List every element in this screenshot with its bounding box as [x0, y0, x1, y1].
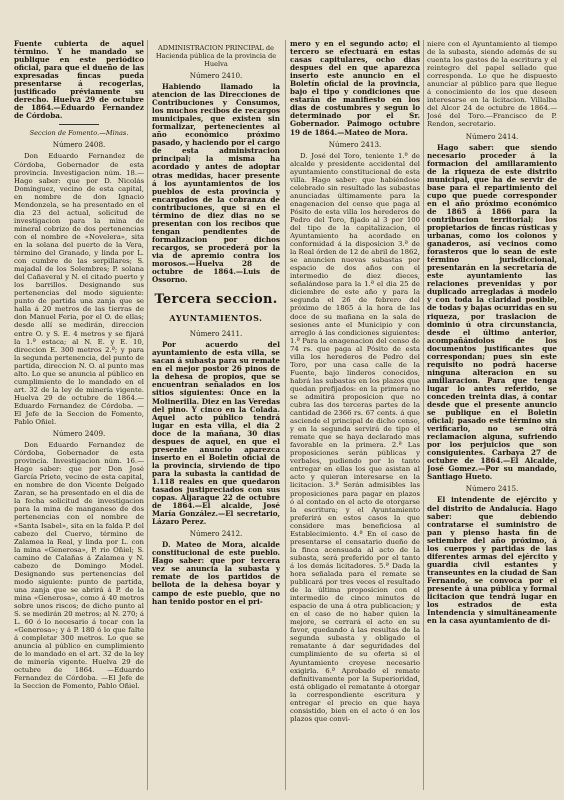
column-3: [290, 40, 420, 795]
subsection-ayuntamientos: AYUNTAMIENTOS.: [169, 313, 263, 324]
notice-number: Número 2415.: [465, 484, 519, 494]
column-2: [152, 40, 280, 795]
intendente-notice: El intendente de ejército y del distrito de Andalucía. Hago saber: que debiendo contratarse el suministro de pan y pienso hasta fin de setiembre del año próximo, á los cuerpos y partidas de las diferentes armas del ejército y guardia civil estantes y transeuntes en la ciudad de San Fernando, se convoca por el presente á una pública y formal licitacion que tendrá lugar en los estrados de esta Intendencia y simultáneamente en la casa ayuntamiento de di-: [427, 495, 557, 626]
villalba-censo-notice: D. José del Toro, teniente 1.º de alcalde y presidente accidental del ayuntamiento constitucional de esta villa. Hago saber: que habiéndose celebrado sin resultado las subastas anunciadas últimamente para la enagenacion del censo que paga al Pósito de esta villa los herederos de Pedro del Toro, fijado al 3 por 100 del tipo de la capitalizacion, el Ayuntamiento ha acordado en conformidad á la disposicion 3.ª de la Real órden de 12 de abril de 1862, se anuncien nuevas subastas por espacio de dos años con el intermedio de diez dieces, señalándose para la 1.ª el dia 25 de diciembre de este año y para la segunda el 26 de febrero del próximo de 1865 á la hora de las doce de su mañana en la sala de sesiones ante el Municipio y con arreglo á las condiciones siguientes: 1.ª Para la enagenacion del censo de 74 rs. que paga al Pósito de esta villa los herederos de Pedro del Toro, por una casa calle de la Fuente, bajo linderos conocidos, habrá las subastas en los plazos que quedan prefijados: en la primera no se admitirá proposicion que no cubra las dos terceras partes de la cantidad de 2366 rs. 67 cents. á que asciende el principal de dicho censo, y en la segunda servirá de tipo el remate que se haya declarado mas favorable en la primera. 2.ª Las proposiciones serán públicas y verbales, pudiendo por lo tanto entregar en ellas los que asistan al acto y quieran interesarse en la licitacion. 3.ª Serán admisibles las proposiciones para pagar en plazos ó al contado en el acto de otorgarse la escritura; y el Ayuntamiento preferirá en estos casos la que considere mas beneficiosa al Establecimiento. 4.ª En el caso de presentarse el censatario dueño de la finca acensuada al acto de la subasta, será preferido por el tanto á los demás licitadores. 5.ª Dada la hora señalada para el remate se publicará por tres veces el resultado de la última proposicion con el intermedio de cinco minutos de espacio de una á otra publicacion; y en el caso de no haber quien la mejore, se cerrará el acto en su favor, quedando á las resultas de la segunda subasta y obligado el rematante á dar seguridades del cumplimiento de su oferta si el Ayuntamiento creyese necesario exigirla. 6.ª Aprobado el remate definitivamente por la Superioridad, está obligado el rematante á otorgar la correspondiente escritura y entregar el precio en que haya consistido, bien en el acto ó en los plazos que convi-: [290, 151, 420, 723]
column-rule: [423, 40, 424, 790]
notice-number: Número 2410.: [189, 71, 243, 80]
hacienda-header: ADMINISTRACION PRINCIPAL de Hacienda pública de la provincia de Huelva: [155, 44, 277, 68]
section-title-tercera: Tercera seccion.: [154, 292, 278, 308]
amillaramiento-notice: Hago saber: que siendo necesario proceder á la formacion del amillaramiento de la riqueza de este distrito municipal, que ha de servir de base para el repartimiento del cupo que puede corresponder en el año próximo económico de 1865 á 1866 para la contribucion territorial; los propietarios de fincas rústicas y urbanas, como los colonos y ganaderos, así vecinos como forasteros que lo sean de este término jurisdiccional, presentarán en la secretaría de este ayuntamiento las relaciones prevenidas y por duplicado arregladas á modelo y con toda la claridad posible, de todas y bajas ocurridas en su riqueza, por traslacion de dominio ú otra circunstancia, desde el último anterior, acompañándolos de los documentos justificantes que correspondan; pues sin este requisito no podrá hacerse ninguna alteracion en su amillaracion. Para que tenga lugar lo antes referido, se conceden treinta dias, á contar desde que el presente anuncio se publique en el Boletin oficial; pasado este término sin verificarlo, no se oirá reclamacion alguna, sufriendo por los perjuicios que son consiguientes. Carbaya 27 de octubre de 1864.—El Alcalde, José Gomez.—Por su mandado, Santiago Hueto.: [427, 142, 557, 482]
mining-notice-novelera: Don Eduardo Fernandez de Córdoba, Gobernador de esta provincia. Investigacion núm. 18.—Hago saber: que por D. Nicolás Dominguez, vecino de esta capital, en nombre de don Ignacio Mendonzela, se ha presentado en el dia 23 del actual, solicitud de investigacion para la mina de mineral cobrizo de dos pertenencias con el nombre de «Novelera», sita en la solana del puerto de la Vera, término del Granado, y linda por L. con cumbre de las serpillares; S. majadal de los Solembres; P. solana del Cañaveral y N. el citado puerto y los barrillos. Designando sus pertenencias del modo siguiente: punto de partida una zanja que se halla á 20 metros de las tierras de don Manuel Feria, por el O. de ellas; desde allí se medirán, direccion entre O. y S. E. 4 metros y se fijará la 1.ª estaca; al N. E. y E. 10, direccion E. 300 metros 2.ª; y para la segunda pertenencia, del punto de partida, direccion N. O. al punto mas alto. Lo que se anuncia al público en cumplimiento de lo mandado en el art. 32 de la ley de minería vigente. Huelva 29 de octubre de 1864.—Eduardo Fernandez de Córdoba. —El Jefe de la Seccion de Fomento, Pablo Oñiel.: [14, 152, 144, 427]
section-title-fomento: Seccion de Fomento.—Minas.: [29, 129, 129, 138]
column-rule: [147, 40, 148, 790]
notice-number: Número 2411.: [189, 329, 243, 339]
column-rule: [285, 40, 286, 790]
lost-property-notice: Fuente cubierta de aquel término. Y he mandado se publique en este periódico oficial, para que el dueño de las expresadas fincas pueda presentarse á recogerlas, justificado préviamente su derecho. Huelva 29 de octubre de 1864.—Eduardo Fernandez de Córdoba.: [14, 40, 144, 121]
villalba-notice-cont: niere con el Ayuntamiento al tiempo de la subasta, siendo además de su cuenta los gastos de la escritura y el reintegro del papel sellado que corresponda. Lo que he dispuesto anunciar al público para que llegue á conocimiento de los que deseen interesarse en la licitacion. Villalba del Alcor 24 de octubre de 1864.—José del Toro.—Francisco de P. Rendon, secretario.: [427, 40, 557, 129]
hacienda-notice: Habiendo llamado la atencion de las Direcciones de Contribuciones y Consumos, los muchos recibos de recargos municipales, que existen sin formalizar, pertenecientes al año económico próximo pasado, y haciendo por el cargo de esta administracion principal; la misma ha acordado y antes de adoptar otras medidas, hacer presente á los ayuntamientos de los pueblos de esta provincia y encargados de la cobranza de contribuciones, que si en el término de diez dias no se presentan con los recibos que tengan pendientes de formalizacion por dichos recargos, se procederá por la via de apremio contra los morosos.—Huelva 28 de octubre de 1864.—Luis de Ossorno.: [152, 82, 280, 285]
pine-auction-notice: Por acuerdo del ayuntamiento de esta villa, se sacan á subasta para su remate en el mejor postor 26 pinos de la dehesa de propios, que se encuentran señalados en los sitios siguientes: Once en la Molinerilla. Diez en las Veredas del pino. Y cinco en la Colada. Aquel acto público tendrá lugar en esta villa, el dia 2 doce de la mañana, 30 dias despues de aquel, en que el presente anuncio aparezca inserto en el Boletin oficial de la provincia, sirviendo de tipo para la subasta la cantidad de 1.118 reales en que quedaron tasados justipreciados con sus copas. Aljaraque 22 de octubre de 1864.—El alcalde, José María González.—El secretario, Lázaro Perez.: [152, 340, 280, 527]
notice-number: Número 2414.: [465, 131, 519, 141]
mining-notice-santa-isabel: Don Eduardo Fernandez de Córdoba, Gobernador de esta provincia. Investigacion núm. 16.—Hago saber: que por Don José García Prieto, vecino de esta capital, en nombre de don Vicente Delgado Zaran, se ha presentado en el dia de la fecha solicitud de investigacion para la mina de manganeso de dos pertenencias con el nombre de «Santa Isabel», sita en la falda P. del cabezo del Cuervo, término de Zalamea la Real, y linda por L. con la mina «Generosa», P. rio Oñiel; S. camino de Calañas á Zalamea y N. cabezo de Domingo Model. Designando sus pertenencias del modo siguiente: punto de partida, una zanja que se abrirá á P. de la mina «Generosa», como á 40 metros sobre unos riscos; de dicho punto al S. se medirán 20 metros; al N. 270; á L. 60 ó lo necesario á tocar con la «Generosa»; y á P. 180 ó lo que falte á completar 300 metros. Lo que se anuncia al público en cumplimiento de lo mandado en el art. 32 de la ley de minería vigente. Huelva 29 de octubre de 1864. —Eduardo Fernandez de Córdoba. —El Jefe de la Seccion de Fomento, Pablo Oñiel.: [14, 441, 144, 691]
paimogo-notice-cont: mero y en el segundo acto; el tercero se efectuará en estas casas capitulares, ocho dias despues del en que aparezca inserto este anuncio en el Boletín oficial de la provincia, bajo el tipo y condiciones que estarán de manifiesto en los dias de costumbres y segun lo determinado por el Sr. Gobernador. Paimogo octubre 19 de 1864.—Mateo de Mora.: [290, 40, 420, 137]
column-4: [427, 40, 557, 795]
notice-number: Número 2412.: [189, 529, 243, 539]
paimogo-notice-start: D. Mateo de Mora, alcalde constitucional de este pueblo. Hago saber: que por tercera vez se anuncia la subasta y remate de los partidos de bellota de la dehesa boyar y campo de este pueblo, que no han tenido postor en el pri-: [152, 540, 280, 606]
notice-number: Número 2409.: [52, 429, 106, 439]
separator: [59, 124, 99, 125]
column-1: [14, 40, 144, 795]
notice-number: Número 2408.: [52, 140, 106, 150]
notice-number: Número 2413.: [328, 139, 382, 149]
